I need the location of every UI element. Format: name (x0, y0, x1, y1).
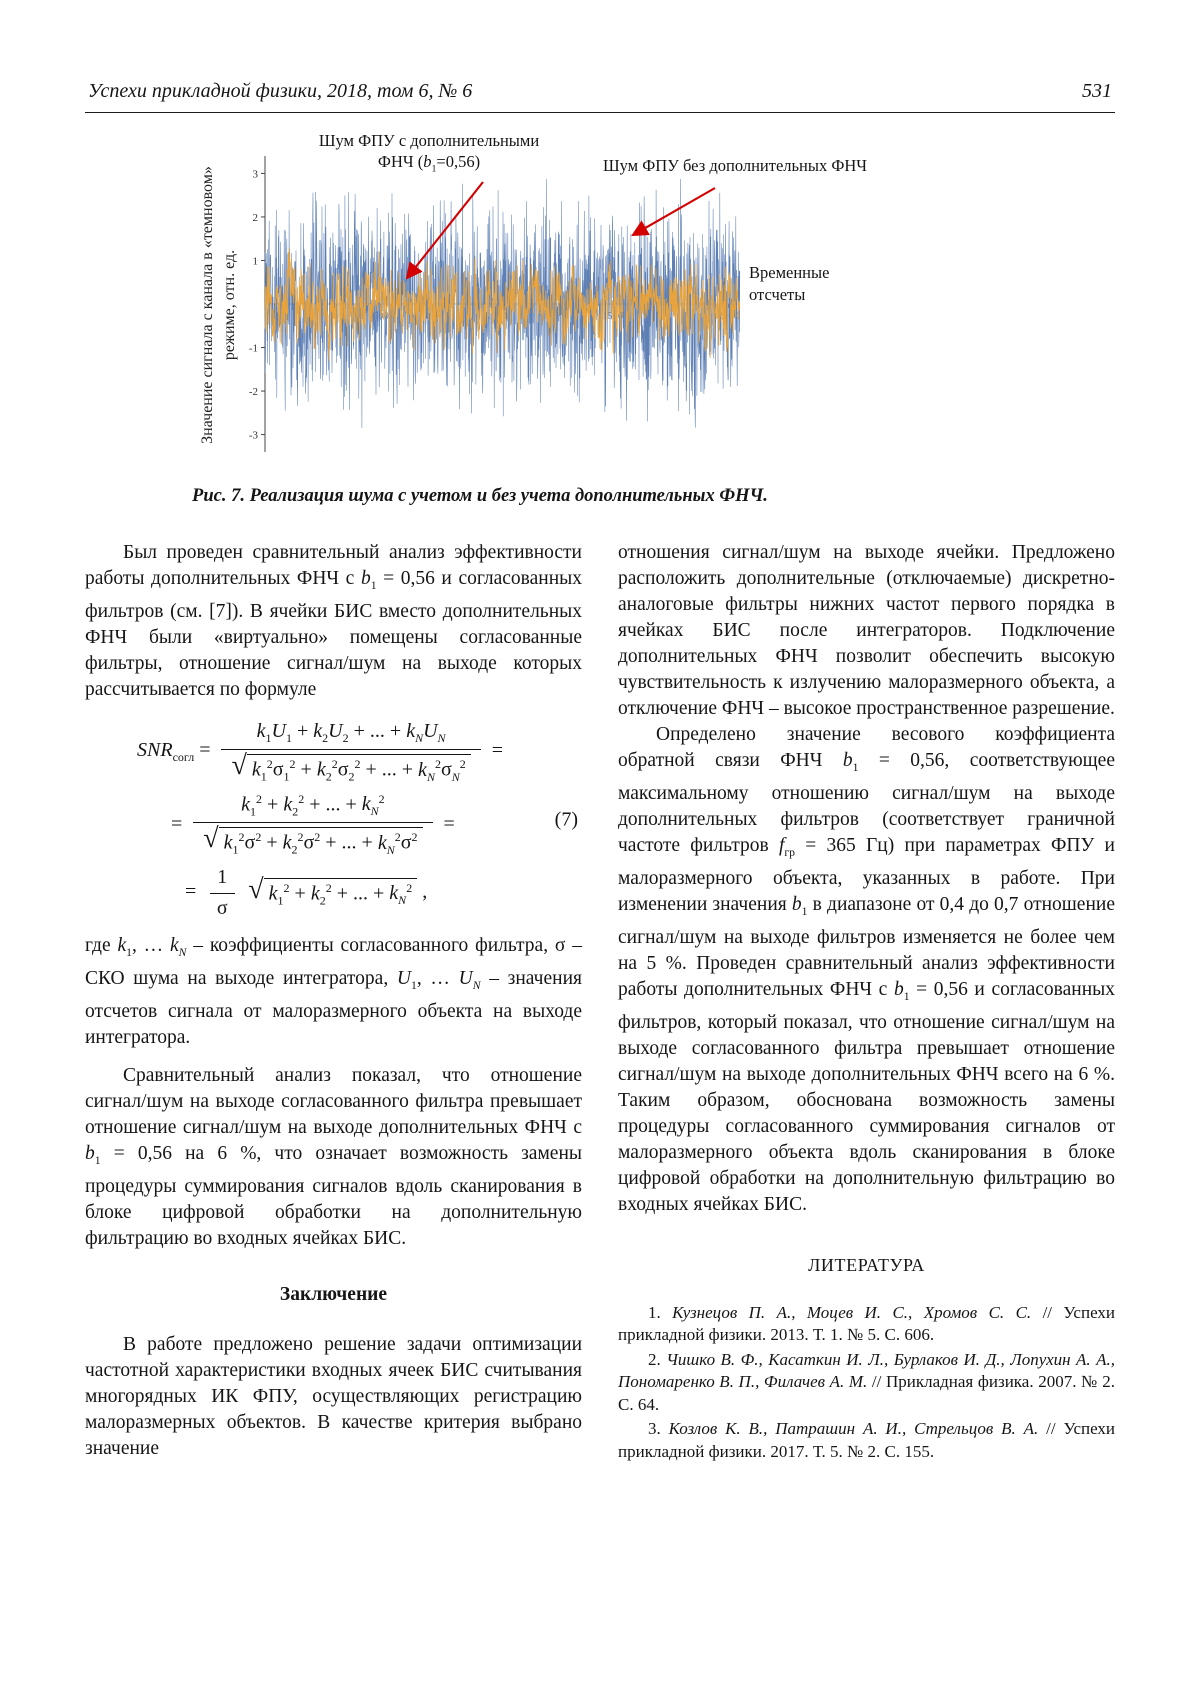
section-heading-conclusion: Заключение (279, 1283, 388, 1305)
header-rule (85, 112, 1115, 113)
svg-text:-3: -3 (248, 429, 258, 442)
svg-text:-1: -1 (248, 342, 258, 355)
svg-text:2000: 2000 (717, 311, 739, 322)
fraction: $k_1^2 + k_2^2$ + ... + $k_N^2$ √ $k_1^2\sigma^2 + k_2^2\sigma^2$ + ... + $k_N^2\sigma^2$ (193, 792, 432, 858)
reference-item-3 (618, 1418, 1115, 1463)
reference-item-2 (618, 1349, 1115, 1417)
sqrt-sign: √ (248, 873, 264, 905)
annotation-filtered-line1: Шум ФПУ с дополнительными (318, 131, 540, 150)
right-column (618, 540, 1115, 1463)
page-number: 531 (1082, 80, 1112, 102)
x-axis-label (749, 262, 829, 307)
reference-item-1 (618, 1302, 1115, 1347)
paragraph-where-definitions: где $k_1$, … $k_N$ – коэффициенты согласованного фильтра, σ – СКО шума на выходе интегратора, $U_1$, … $U_N$ – значения отсчетов сигнала от малоразмерного объекта на выходе интегратора. (85, 934, 582, 1048)
reference-source: // Прикладная физика. 2007. № 2. С. 64. (618, 1372, 1115, 1414)
left-column (85, 540, 582, 1462)
x-axis-label-line1: Временные (749, 263, 830, 282)
noise-chart (235, 146, 750, 462)
y-axis-label-line1: Значение сигнала с канала в «темновом» (199, 166, 216, 444)
equation-line-3: = $\frac{1}{\sigma}$ √ $k_1^2 + k_2^2$ + ... + $k_N^2$ , (185, 865, 428, 919)
reference-source: // Успехи прикладной физики. 2013. Т. 1. № 5. С. 606. (618, 1302, 1115, 1345)
svg-text:1500: 1500 (602, 311, 624, 322)
annotation-filtered-line2: ФНЧ $(b_1=0,56)$ (377, 152, 481, 175)
fraction: $k_1U_1 + k_2U_2$ + ... + $k_NU_N$ √ $k_1^2\sigma_1^2 + k_2^2\sigma_2^2$ + ... + $k_N^2\sigma_N^2$ (221, 719, 480, 785)
reference-source: // Успехи прикладной физики. 2017. Т. 5. № 2. С. 155. (618, 1419, 1116, 1461)
annotation-filtered-noise (307, 130, 551, 177)
journal-header: Успехи прикладной физики, 2018, том 6, № 6 (88, 80, 473, 102)
paragraph-comparison-result: Сравнительный анализ показал, что отношение сигнал/шум на выходе согласованного фильтра превышает отношение сигнал/шум на выходе дополнительных ФНЧ с $b_1 = 0,56$ на 6 %, что означает возможность замены процедуры суммирования сигналов вдоль сканирования в блоке цифровой обработки на дополнительную фильтрацию во входных ячейках БИС. (85, 1064, 582, 1249)
reference-authors: Кузнецов П. А., Моцев И. С., Хромов С. С. (672, 1302, 1032, 1322)
svg-text:500: 500 (372, 311, 389, 322)
annotation-unfiltered-noise: Шум ФПУ без дополнительных ФНЧ (603, 156, 868, 175)
reference-number: 3. (648, 1419, 661, 1439)
svg-text:2: 2 (252, 211, 258, 224)
sqrt-sign: √ (231, 749, 247, 781)
equation-line-2: = $k_1^2 + k_2^2$ + ... + $k_N^2$ √ $k_1^2\sigma^2 + k_2^2\sigma^2$ + ... + $k_N^2\sigma^2$ = (171, 791, 455, 857)
equation-number: (7) (554, 808, 578, 831)
reference-authors: Козлов К. В., Патрашин А. И., Стрельцов В. А. (668, 1419, 1039, 1439)
paragraph-analysis-intro: Был проведен сравнительный анализ эффективности работы дополнительных ФНЧ с $b_1 = 0,56$ и согласованных фильтров (см. [7]). В ячейки БИС вместо дополнительных ФНЧ были «виртуально» помещены согласованные фильтры, отношение сигнал/шум на выходе которых рассчитывается по формуле (85, 542, 582, 700)
figure-caption: Рис. 7. Реализация шума с учетом и без учета дополнительных ФНЧ. (192, 486, 768, 506)
paragraph-conclusion-summary: Определено значение весового коэффициента обратной связи ФНЧ $b_1 = 0,56$, соответствующее максимальному отношению сигнал/шум на выходе дополнительных фильтров (соответствует граничной частоте фильтров $f_{гр} = 365$ Гц) при параметрах ФПУ и малоразмерного объекта, указанных в работе. При изменении значения $b_1$ в диапазоне от 0,4 до 0,7 отношение сигнал/шум на выходе фильтров изменяется не более чем на 5 %. Проведен сравнительный анализ эффективности работы дополнительных ФНЧ с $b_1 = 0,56$ и согласованных фильтров, который показал, что отношение сигнал/шум на выходе согласованного фильтра превышает отношение сигнал/шум на выходе дополнительных ФНЧ всего на 6 %. Таким образом, обоснована возможность замены процедуры согласованного суммирования сигналов от малоразмерного объекта вдоль сканирования в блоке цифровой обработки на дополнительную фильтрацию во входных ячейках БИС. (618, 724, 1115, 1215)
svg-text:3: 3 (252, 168, 258, 181)
equation-7 (85, 719, 582, 921)
references-heading: ЛИТЕРАТУРА (808, 1254, 925, 1275)
x-axis-label-line2: отсчеты (749, 285, 806, 305)
svg-text:-2: -2 (248, 386, 258, 399)
figure-7 (85, 128, 1115, 480)
paragraph-conclusion-continued: отношения сигнал/шум на выходе ячейки. Предложено расположить дополнительные (отключаемые) дискретно-аналоговые фильтры нижних частот первого порядка в ячейках БИС после интеграторов. Подключение дополнительных ФНЧ позволит обеспечить высокую чувствительность к излучению малоразмерного объекта, а отключение ФНЧ – высокое пространственное разрешение. (618, 542, 1115, 719)
equation-lhs: $SNR_{согл}$ = (137, 739, 211, 765)
reference-number: 1. (648, 1302, 661, 1322)
svg-text:1: 1 (252, 255, 258, 268)
sqrt-sign: √ (203, 823, 219, 855)
paragraph-conclusion-start: В работе предложено решение задачи оптимизации частотной характеристики входных ячеек БИС считывания многорядных ИК ФПУ, осуществляющих регистрацию малоразмерных объектов. В качестве критерия выбрано значение (85, 1333, 582, 1459)
y-axis-label-line2: режиме, отн. ед. (220, 249, 238, 361)
reference-number: 2. (648, 1349, 661, 1369)
fraction: $\frac{1}{\sigma}$ (207, 865, 237, 921)
svg-text:1000: 1000 (486, 311, 508, 322)
reference-authors: Чишко В. Ф., Касаткин И. Л., Бурлаков И. Д., Лопухин А. А., Пономаренко В. П., Филачев А. М. (618, 1349, 1116, 1392)
equation-line-1: $SNR_{согл}$ = $k_1U_1 + k_2U_2$ + ... + $k_NU_N$ √ $k_1^2\sigma_1^2 + k_2^2\sigma_2^2$ + ... + $k_N^2\sigma_N^2$ = (137, 719, 504, 784)
